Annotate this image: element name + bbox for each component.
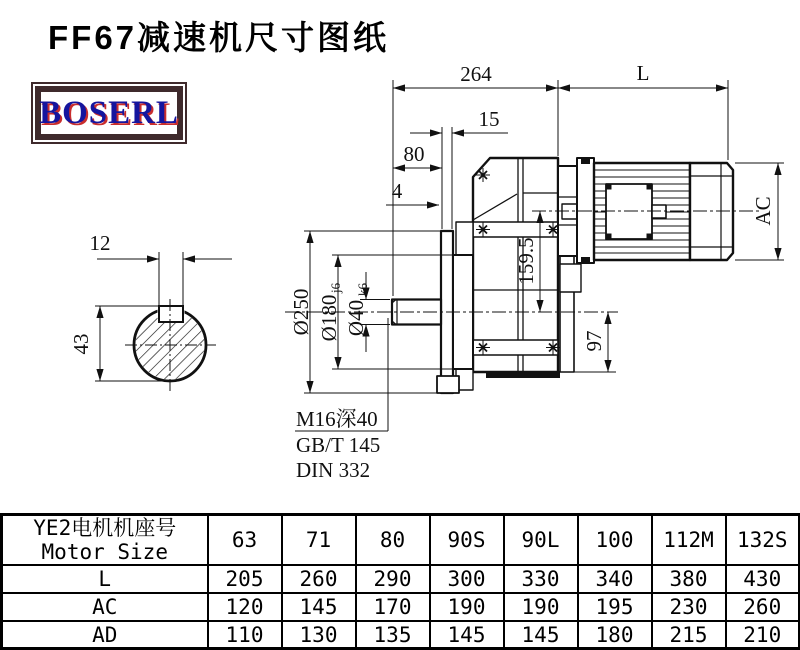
dim-dia180-tolerance: j6 [328,282,343,293]
col-90L: 90L [504,515,578,566]
cell-L-5: 340 [578,565,652,593]
row-label-L: L [2,565,208,593]
cell-L-2: 290 [356,565,430,593]
note-tap: M16深40 [296,407,378,431]
table-header-row [2,515,800,566]
dim-dia40: Ø40 [344,299,368,337]
dim-264: 264 [460,62,492,86]
row-label-AC: AC [2,593,208,621]
col-71: 71 [282,515,356,566]
cell-AD-4: 145 [504,621,578,648]
cell-AD-2: 135 [356,621,430,648]
cell-AC-7: 260 [726,593,800,621]
cell-AC-0: 120 [208,593,282,621]
table-row-AD [2,621,800,648]
cell-L-3: 300 [430,565,504,593]
boserl-logo-text: BOSERL [39,94,179,131]
cell-AC-2: 170 [356,593,430,621]
table-row-AC [2,593,800,621]
dim-dia250: Ø250 [289,288,313,336]
table-header-en: Motor Size [41,540,168,565]
cell-L-6: 380 [652,565,726,593]
motor-size-table [0,513,800,650]
dim-dia40-tolerance: k6 [355,283,370,296]
dim-159_5: 159.5 [514,237,538,285]
col-112M: 112M [652,515,726,566]
cell-AD-6: 215 [652,621,726,648]
dim-15: 15 [478,107,500,131]
cell-AC-1: 145 [282,593,356,621]
dim-keyway-width: 12 [89,231,111,255]
cell-AD-3: 145 [430,621,504,648]
dim-dia180: Ø180 [317,294,341,342]
cell-AD-5: 180 [578,621,652,648]
cell-AD-1: 130 [282,621,356,648]
table-row-L [2,565,800,593]
row-label-AD: AD [2,621,208,648]
shaft-cross-section [69,231,232,392]
col-100: 100 [578,515,652,566]
col-132S: 132S [726,515,800,566]
dim-80: 80 [403,142,425,166]
dim-97: 97 [582,330,606,352]
note-din: DIN 332 [296,458,371,482]
col-90S: 90S [430,515,504,566]
page-title: FF67减速机尺寸图纸 [48,19,390,56]
col-80: 80 [356,515,430,566]
dim-4: 4 [391,179,403,203]
cell-AC-6: 230 [652,593,726,621]
note-gb: GB/T 145 [296,433,381,457]
cell-AD-7: 210 [726,621,800,648]
tapped-hole-note [295,318,388,482]
cell-AC-5: 195 [578,593,652,621]
cell-L-7: 430 [726,565,800,593]
cell-L-1: 260 [282,565,356,593]
table-header-cn: YE2电机机座号 [33,516,177,540]
dim-AC: AC [751,196,775,226]
dim-key-height: 43 [69,333,93,355]
dim-L: L [636,61,650,85]
cell-L-0: 205 [208,565,282,593]
col-63: 63 [208,515,282,566]
cell-AC-4: 190 [504,593,578,621]
table-header-motor-size [2,515,208,566]
cell-L-4: 330 [504,565,578,593]
cell-AC-3: 190 [430,593,504,621]
cell-AD-0: 110 [208,621,282,648]
